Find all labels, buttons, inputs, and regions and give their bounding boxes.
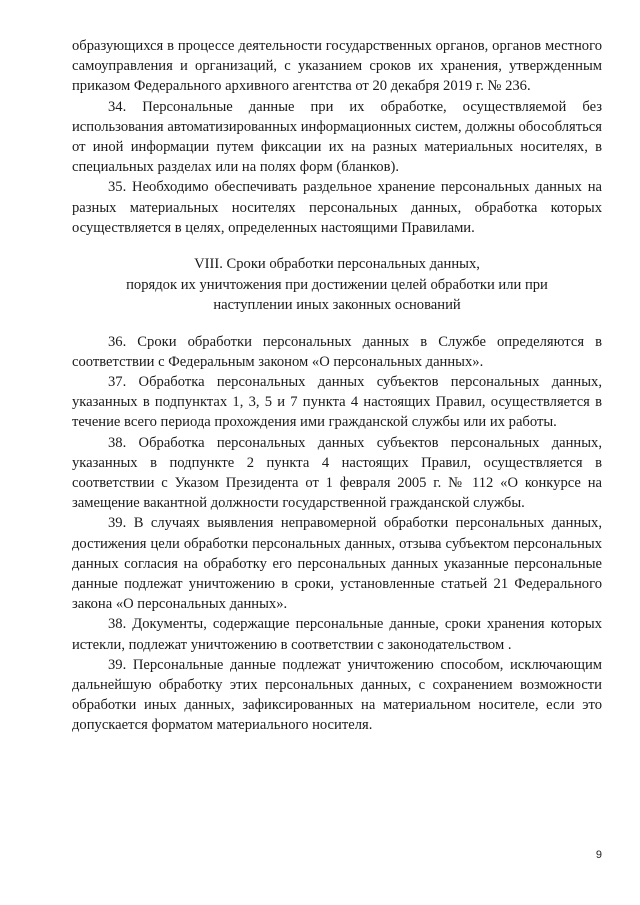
paragraph-34: 34. Персональные данные при их обработке, осуществляемой без использования автоматизированных информационных систем, должны обособляться от иной информации путем фиксации их на разных материальных носителях, в специальных разделах или на полях форм (бланков). (72, 98, 602, 176)
paragraph-39: 39. В случаях выявления неправомерной обработки персональных данных, достижения цели обработки персональных данных, отзыва субъектом персональных данных согласия на обработку его персональных данных указанные персональные данные подлежат уничтожению в сроки, установленные статьей 21 Федерального закона «О персональных данных». (72, 515, 602, 613)
section-heading-line-3: наступлении иных законных оснований (213, 297, 461, 314)
paragraph-38-second: 38. Документы, содержащие персональные данные, сроки хранения которых истекли, подлежат уничтожению в соответствии с законодательством . (72, 616, 602, 653)
paragraph-38: 38. Обработка персональных данных субъектов персональных данных, указанных в подпункте 2 пункта 4 настоящих Правил, осуществляется в соответствии с Указом Президента от 1 февраля 2005 г. № 112 «О конкурсе на замещение вакантной должности государственной гражданской службы. (72, 434, 602, 512)
paragraph-35: 35. Необходимо обеспечивать раздельное хранение персональных данных на разных материальных носителях персональных данных, обработка которых осуществляется в целях, определенных настоящими Правилами. (72, 179, 602, 236)
paragraph-continuation: образующихся в процессе деятельности государственных органов, органов местного самоуправления и организаций, с указанием сроков их хранения, утвержденным приказом Федерального архивного агентства от 20 декабря 2019 г. № 236. (72, 38, 602, 95)
paragraph-39-second: 39. Персональные данные подлежат уничтожению способом, исключающим дальнейшую обработку этих персональных данных, с сохранением возможности обработки иных данных, зафиксированных на материальном носителе, если это допускается форматом материального носителя. (72, 656, 602, 734)
paragraph-36: 36. Сроки обработки персональных данных в Службе определяются в соответствии с Федеральным законом «О персональных данных». (72, 333, 602, 370)
section-heading-line-1: VIII. Сроки обработки персональных данных, (194, 256, 480, 273)
document-body (72, 36, 602, 736)
page-number: 9 (595, 849, 602, 861)
section-heading (72, 254, 602, 316)
section-heading-line-2: порядок их уничтожения при достижении целей обработки или при (126, 276, 548, 293)
paragraph-37: 37. Обработка персональных данных субъектов персональных данных, указанных в подпунктах 1, 3, 5 и 7 пункта 4 настоящих Правил, осуществляется в течение всего периода прохождения ими гражданской службы или их работы. (72, 373, 602, 431)
